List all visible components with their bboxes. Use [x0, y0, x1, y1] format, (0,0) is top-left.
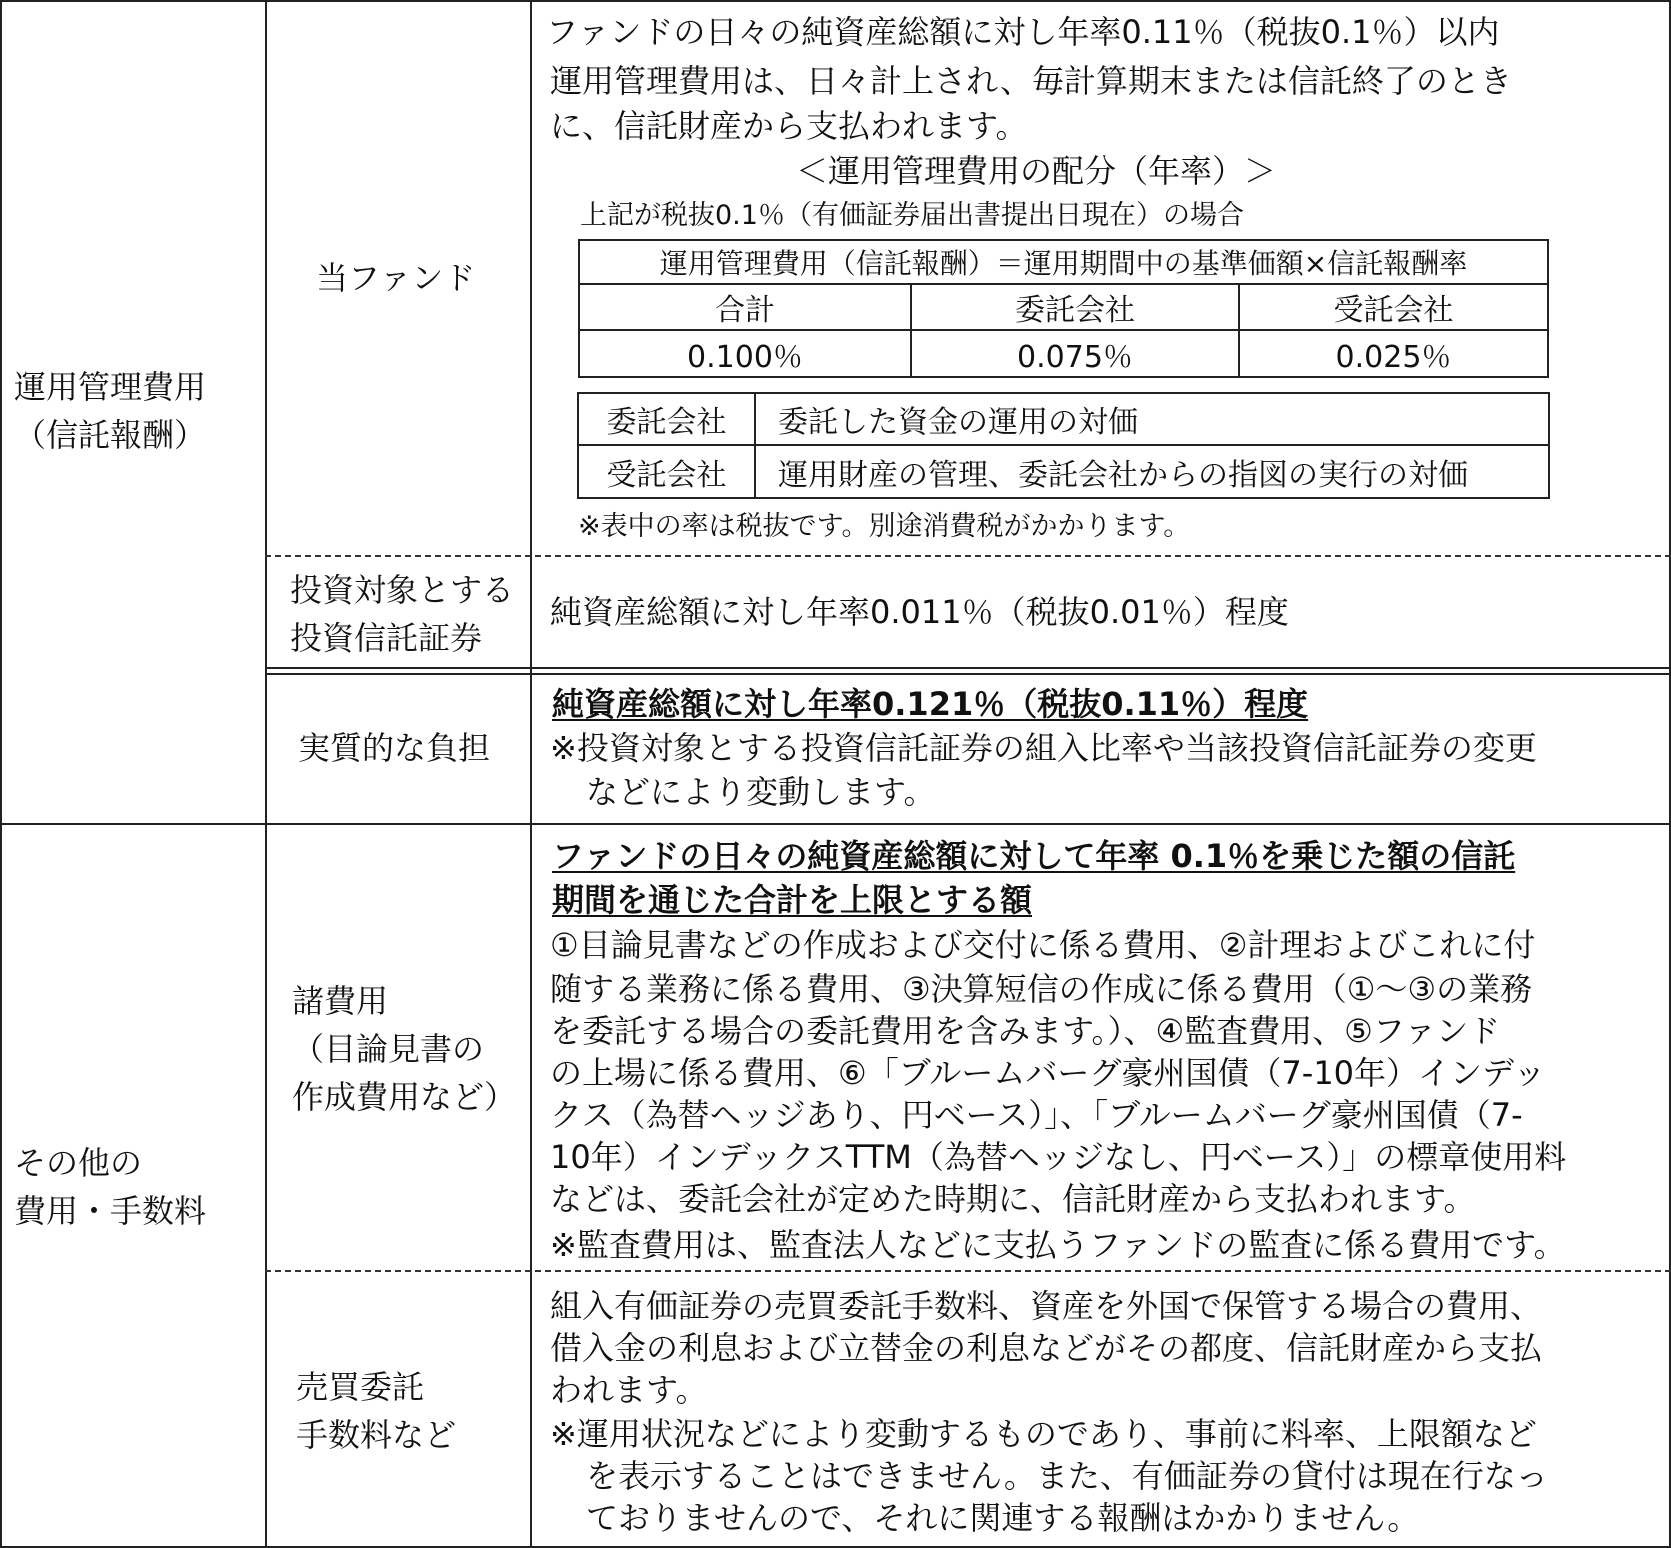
alloc-header-total: 合計: [578, 283, 912, 331]
alloc-value-total: 0.100％: [578, 329, 912, 378]
trade-label-line2: 手数料など: [296, 1416, 457, 1454]
misc-headline2: 期間を通じた合計を上限とする額: [552, 881, 1033, 919]
misc-label-line2: （目論見書の: [292, 1030, 485, 1068]
alloc-value-trustor: 0.075％: [910, 329, 1240, 378]
invest-text: 純資産総額に対し年率0.011％（税抜0.01％）程度: [550, 593, 1289, 631]
misc-body-7: などは、委託会社が定めた時期に、信託財産から支払われます。: [550, 1180, 1476, 1218]
misc-body-5: クス（為替ヘッジあり、円ベース）」、「ブルームバーグ豪州国債（7-: [550, 1096, 1523, 1134]
misc-body-3: を委託する場合の委託費用を含みます。）、④監査費用、⑤ファンド: [550, 1012, 1501, 1050]
actual-note-line2: などにより変動します。: [586, 773, 936, 811]
section2-label-line1: その他の: [14, 1144, 143, 1182]
dashed-divider-2: [265, 1270, 1671, 1272]
misc-label-line3: 作成費用など）: [292, 1078, 517, 1116]
dashed-divider-1: [265, 555, 1671, 557]
role-name-trustor: 委託会社: [577, 392, 756, 446]
fund-line3: に、信託財産から支払われます。: [550, 107, 1028, 145]
actual-label: 実質的な負担: [298, 729, 491, 767]
actual-headline: 純資産総額に対し年率0.121％（税抜0.11％）程度: [552, 685, 1309, 723]
section2-label-line2: 費用・手数料: [14, 1192, 207, 1230]
alloc-header-trustor: 委託会社: [910, 283, 1240, 331]
divider-col2: [530, 0, 532, 1548]
alloc-title: ＜運用管理費用の配分（年率）＞: [796, 152, 1277, 190]
misc-body-2: 随する業務に係る費用、③決算短信の作成に係る費用（①～③の業務: [550, 970, 1533, 1008]
fund-line1: ファンドの日々の純資産総額に対し年率0.11％（税抜0.1％）以内: [546, 13, 1500, 51]
trade-note-2: を表示することはできません。また、有価証券の貸付は現在行なっ: [586, 1457, 1548, 1495]
trade-note-1: ※運用状況などにより変動するものであり、事前に料率、上限額など: [550, 1415, 1537, 1453]
section1-label-line1: 運用管理費用: [14, 368, 207, 406]
tax-note: ※表中の率は税抜です。別途消費税がかかります。: [578, 511, 1191, 542]
role-desc-trustee: 運用財産の管理、委託会社からの指図の実行の対価: [754, 444, 1550, 499]
misc-body-4: の上場に係る費用、⑥「ブルームバーグ豪州国債（7-10年）インデッ: [550, 1054, 1546, 1092]
trade-note-3: ておりませんので、それに関連する報酬はかかりません。: [586, 1499, 1420, 1537]
fund-label: 当ファンド: [316, 259, 476, 297]
role-name-trustee: 受託会社: [577, 444, 756, 499]
double-divider: [265, 667, 1671, 675]
fund-line2: 運用管理費用は、日々計上され、毎計算期末または信託終了のとき: [550, 62, 1512, 100]
misc-body-6: 10年）インデックスTTM（為替ヘッジなし、円ベース）」の標章使用料: [550, 1138, 1567, 1176]
trade-body-2: 借入金の利息および立替金の利息などがその都度、信託財産から支払: [550, 1329, 1543, 1367]
trade-label-line1: 売買委託: [296, 1368, 425, 1406]
misc-headline1: ファンドの日々の純資産総額に対して年率 0.1％を乗じた額の信託: [552, 837, 1516, 875]
alloc-header-trustee: 受託会社: [1238, 283, 1549, 331]
alloc-value-trustee: 0.025％: [1238, 329, 1549, 378]
misc-body-1: ①目論見書などの作成および交付に係る費用、②計理およびこれに付: [550, 926, 1536, 964]
section1-label-line2: （信託報酬）: [14, 416, 207, 454]
invest-label-line2: 投資信託証券: [290, 619, 483, 657]
alloc-note: 上記が税抜0.1％（有価証券届出書提出日現在）の場合: [580, 200, 1244, 231]
actual-note-line1: ※投資対象とする投資信託証券の組入比率や当該投資信託証券の変更: [550, 729, 1537, 767]
misc-label-line1: 諸費用: [292, 982, 389, 1020]
misc-note: ※監査費用は、監査法人などに支払うファンドの監査に係る費用です。: [550, 1226, 1566, 1264]
trade-body-1: 組入有価証券の売買委託手数料、資産を外国で保管する場合の費用、: [550, 1287, 1543, 1325]
divider-col1: [265, 0, 267, 1548]
invest-label-line1: 投資対象とする: [290, 571, 515, 609]
divider-section: [0, 823, 1671, 825]
formula-cell: 運用管理費用（信託報酬）＝運用期間中の基準価額×信託報酬率: [578, 239, 1549, 285]
trade-body-3: われます。: [550, 1371, 708, 1409]
role-desc-trustor: 委託した資金の運用の対価: [754, 392, 1550, 446]
